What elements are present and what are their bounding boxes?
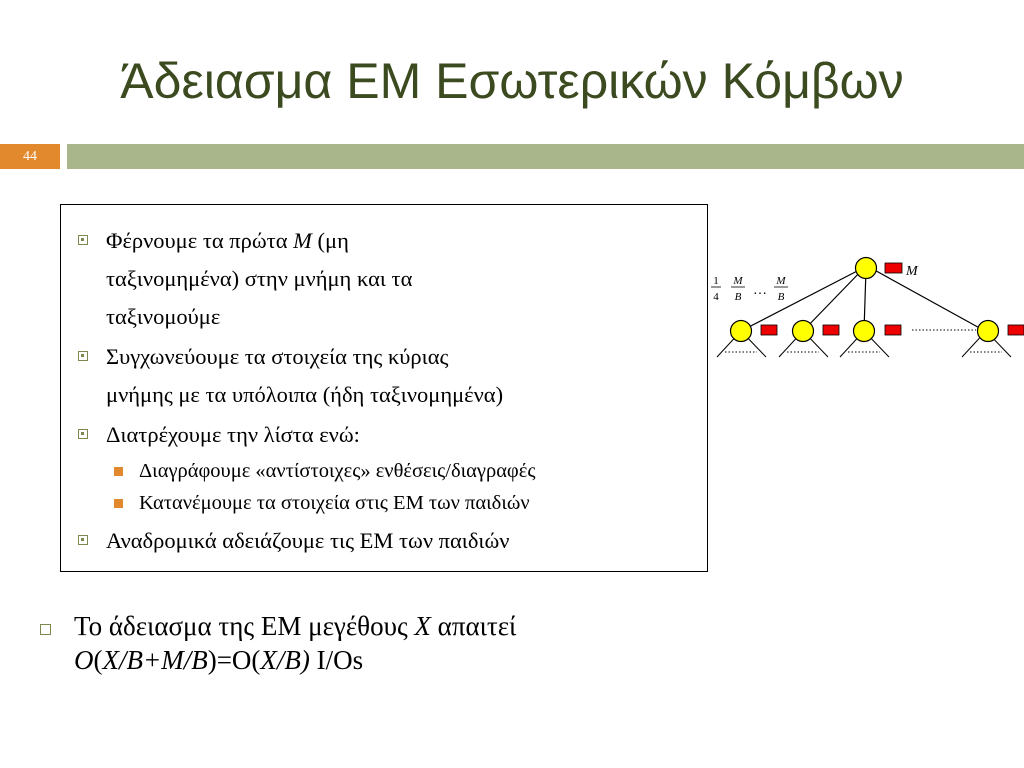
fraction-1-numerator: 1 [713, 275, 719, 287]
fraction-3-numerator: M [776, 275, 786, 287]
child-buffer [823, 325, 839, 335]
bullet-text: Αναδρομικά αδειάζουμε τις ΕΜ των παιδιών [106, 528, 510, 553]
child-node [731, 321, 752, 342]
fraction-2-numerator: M [733, 275, 743, 287]
orange-square-bullet-icon [114, 499, 123, 508]
root-node [856, 258, 877, 279]
bullet-text: Φέρνουμε τα πρώτα M (μη ταξινομημένα) στην μνήμη και τα ταξινομούμε [106, 228, 413, 329]
fraction-3-denominator: B [777, 291, 785, 303]
fraction-1-denominator: 4 [713, 291, 719, 303]
square-bullet-icon [78, 235, 88, 245]
bullet-text: Συγχωνεύουμε τα στοιχεία της κύριας μνήμης με τα υπόλοιπα (ήδη ταξινομημένα) [106, 344, 504, 407]
root-buffer-label: M [906, 264, 918, 279]
square-bullet-icon [78, 535, 88, 545]
fraction-2-denominator: B [734, 291, 742, 303]
square-bullet-icon [78, 351, 88, 361]
ellipsis: … [753, 283, 767, 298]
child-buffer [761, 325, 777, 335]
slide-number: 44 [0, 144, 60, 169]
child-buffer [885, 325, 901, 335]
slide-title: Άδειασμα ΕΜ Εσωτερικών Κόμβων [120, 53, 904, 109]
root-buffer [885, 263, 902, 273]
child-node [793, 321, 814, 342]
child-buffer [1008, 325, 1024, 335]
buffer-tree-diagram [700, 245, 1024, 365]
child-node [854, 321, 875, 342]
orange-square-bullet-icon [114, 467, 123, 476]
fanout-annotation [711, 275, 788, 303]
bullet-text: Διατρέχουμε την λίστα ενώ: [106, 422, 360, 447]
hollow-square-bullet-icon [40, 624, 51, 635]
title-underline-bar [67, 144, 1024, 169]
main-bullet-line-2: O(X/B+M/B)=O(X/B) I/Os [74, 645, 364, 675]
main-bullet-line-1: Το άδειασμα της ΕΜ μεγέθους X απαιτεί [74, 611, 517, 641]
square-bullet-icon [78, 429, 88, 439]
child-node [978, 321, 999, 342]
